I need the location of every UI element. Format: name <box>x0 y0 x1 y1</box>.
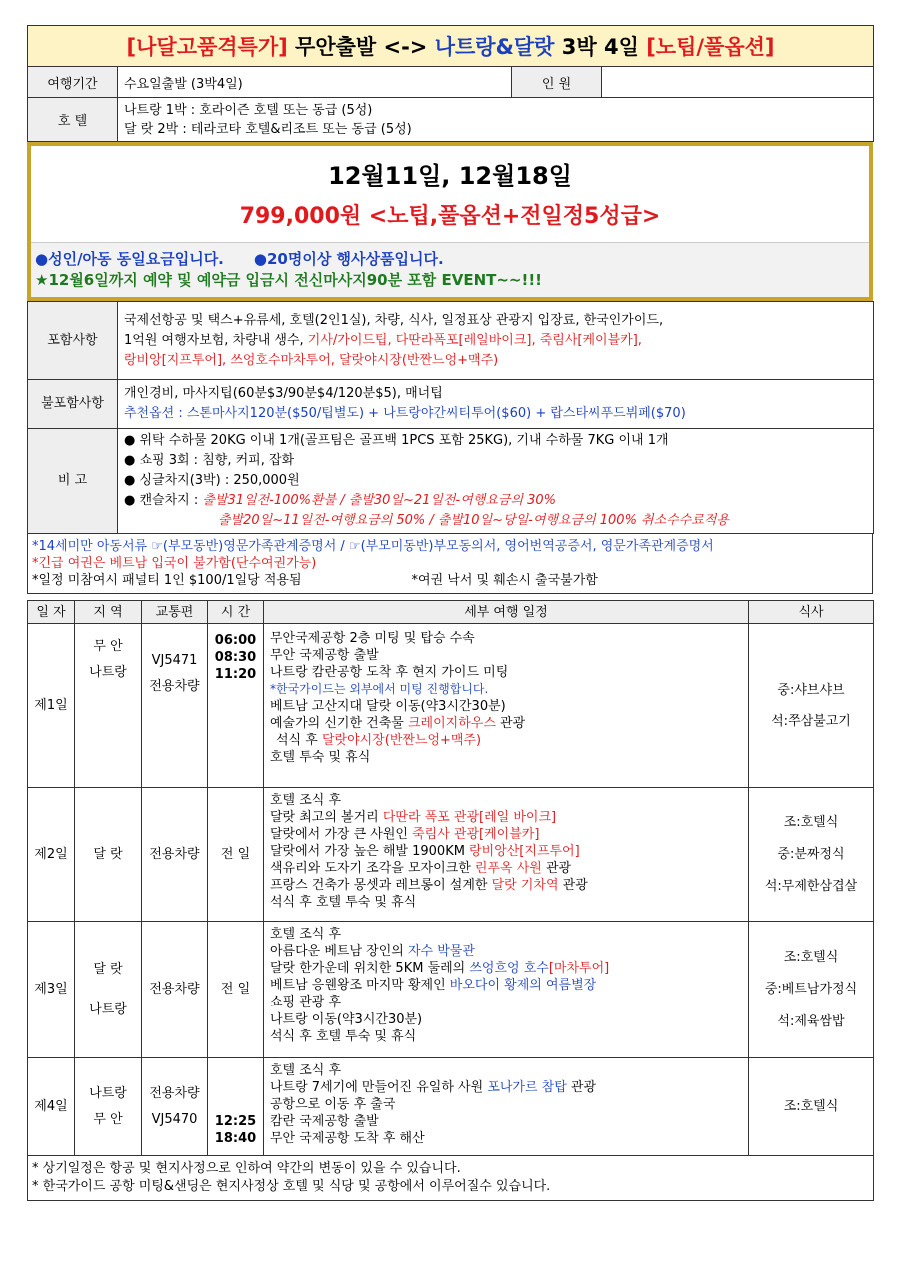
day1-detail-6b: 크레이지하우스 <box>407 716 496 731</box>
passport-damage-note: *여권 낙서 및 훼손시 출국불가함 <box>411 573 598 588</box>
day2-detail-1: 호텔 조식 후 <box>270 793 342 808</box>
schedule-row-day1 <box>28 624 874 788</box>
footer-note-1: * 상기일정은 항공 및 현지사정으로 인하여 약간의 변동이 있을 수 있습니다. <box>32 1161 461 1176</box>
day3-detail-1: 호텔 조식 후 <box>270 927 342 942</box>
included-label: 포함사항 <box>28 302 118 380</box>
title-option: [노팁/풀옵션] <box>646 35 775 59</box>
day3-vehicle: 전용차량 <box>142 922 208 1058</box>
day3-region-2: 나트랑 <box>89 1001 127 1017</box>
departure-dates: 12월11일, 12월18일 <box>328 162 572 190</box>
day3-region-1: 달 랏 <box>93 961 123 977</box>
day1-meal-1: 중:샤브샤브 <box>777 682 845 698</box>
day1-detail-2: 무안 국제공항 출발 <box>270 648 379 663</box>
day2-detail-4a: 달랏에서 가장 높은 해발 1900KM <box>270 844 470 859</box>
day2-detail-6b: 달랏 기차역 <box>491 878 559 893</box>
day2-detail-2a: 달랏 최고의 볼거리 <box>270 810 383 825</box>
day3-detail-2b: 자수 박물관 <box>407 944 475 959</box>
day3-detail-3b: 쓰엉흐엉 호수 <box>469 961 549 976</box>
title-route: 무안출발 <-> <box>287 35 435 59</box>
day3-label: 제3일 <box>28 922 75 1058</box>
shopping-note: ● 쇼핑 3회 : 침향, 커피, 잡화 <box>124 453 295 468</box>
day2-detail-4b: 랑비앙산[지프투어] <box>469 844 580 859</box>
single-charge-note: ● 싱글차지(3박) : 250,000원 <box>124 473 300 488</box>
people-label: 인 원 <box>512 67 602 98</box>
day2-detail-5c: 관광 <box>541 861 572 876</box>
day3-detail-2a: 아름다운 베트남 장인의 <box>270 944 408 959</box>
header-meal: 식사 <box>749 601 874 624</box>
day1-region-1: 무 안 <box>93 639 123 654</box>
day3-time: 전 일 <box>208 922 264 1058</box>
baggage-note: ● 위탁 수하물 20KG 이내 1개(골프팀은 골프백 1PCS 포함 25KG), 기내 수하물 7KG 이내 1개 <box>124 433 669 448</box>
event-note: ★12월6일까지 예약 및 예약금 입금시 전신마사지90분 포함 EVENT~~!!! <box>35 271 543 289</box>
day2-region: 달 랏 <box>75 788 142 922</box>
cancel-label: ● 캔슬차지 : <box>124 493 203 508</box>
day1-region-2: 나트랑 <box>89 665 127 680</box>
title-duration: 3박 4일 <box>554 35 647 59</box>
included-line-1: 국제선항공 및 택스+유류세, 호텔(2인1실), 차량, 식사, 일정표상 관광지 입장료, 한국인가이드, <box>124 312 664 328</box>
day2-meal-3: 석:무제한삼겹살 <box>764 878 858 894</box>
day1-detail-7a: 석식 후 <box>276 733 322 748</box>
promo-notes <box>31 242 869 297</box>
day2-detail-6c: 관광 <box>558 878 588 893</box>
page-title <box>28 26 874 67</box>
period-label: 여행기간 <box>28 67 118 98</box>
day4-region-1: 나트랑 <box>89 1085 127 1101</box>
day1-detail-8: 호텔 투숙 및 휴식 <box>270 750 371 765</box>
day1-label: 제1일 <box>28 624 75 788</box>
day3-detail-5: 쇼핑 관광 후 <box>270 995 342 1010</box>
header-region: 지 역 <box>75 601 142 624</box>
day1-time-1: 06:00 <box>214 633 257 648</box>
day4-detail-2c: 관광 <box>566 1080 597 1095</box>
header-day: 일 자 <box>28 601 75 624</box>
notes-box <box>27 534 873 594</box>
day1-detail-7b: 달랏야시장(반짠느엉+맥주) <box>321 733 482 748</box>
day1-detail-1: 무안국제공항 2층 미팅 및 탑승 수속 <box>270 631 475 646</box>
day4-time-2: 18:40 <box>214 1131 257 1146</box>
hotel-line-dalat: 달 랏 2박 : 테라코타 호텔&리조트 또는 동급 (5성) <box>124 121 412 137</box>
day3-detail-6: 나트랑 이동(약3시간30분) <box>270 1012 423 1027</box>
day4-detail-5: 무안 국제공항 도착 후 해산 <box>270 1131 425 1146</box>
title-destination: 나트랑&달랏 <box>434 35 555 59</box>
day4-time-1: 12:25 <box>214 1114 257 1129</box>
day4-detail-2a: 나트랑 7세기에 만들어진 유일하 사원 <box>270 1080 488 1095</box>
day1-meal-2: 석:쭈삼불고기 <box>771 713 851 729</box>
included-line-2a: 1억원 여행자보험, 차량내 생수, <box>124 332 308 348</box>
day2-detail-5b: 린푸옥 사원 <box>474 861 542 876</box>
day3-detail-4a: 베트남 응웬왕조 마지막 황제인 <box>270 978 450 993</box>
penalty-note: *일정 미참여시 패널티 1인 $100/1일당 적용됨 <box>32 573 302 588</box>
schedule-row-day3 <box>28 922 874 1058</box>
promo-price: 799,000원 <노팁,풀옵션+전일정5성급> <box>239 204 661 229</box>
footer-notes <box>28 1156 874 1201</box>
day2-detail-3b: 죽림사 관광[케이블카] <box>412 827 540 842</box>
promo-box <box>27 142 873 301</box>
day2-detail-2b: 다딴라 폭포 관광[레일 바이크] <box>382 810 557 825</box>
schedule-table <box>27 600 874 1201</box>
footer-note-2: * 한국가이드 공항 미팅&샌딩은 현지사정상 호텔 및 식당 및 공항에서 이루어질수 있습니다. <box>32 1179 551 1194</box>
day3-detail-4b: 바오다이 황제의 여름별장 <box>449 978 597 993</box>
schedule-row-day4 <box>28 1058 874 1156</box>
day1-detail-3: 나트랑 캄란공항 도착 후 현지 가이드 미팅 <box>270 665 509 680</box>
hotel-label: 호 텔 <box>28 98 118 142</box>
day1-time-3: 11:20 <box>214 667 257 682</box>
day1-detail-6a: 예술가의 신기한 건축물 <box>270 716 408 731</box>
day4-detail-2b: 포나가르 참탑 <box>487 1080 567 1095</box>
day2-vehicle: 전용차량 <box>142 788 208 922</box>
day1-detail-5: 베트남 고산지대 달랏 이동(약3시간30분) <box>270 699 506 714</box>
day1-flight: VJ5471 <box>151 653 198 668</box>
excluded-line-1: 개인경비, 마사지팁(60분$3/90분$4/120분$5), 매너팁 <box>124 386 443 401</box>
group-note: ●20명이상 행사상품입니다. <box>253 250 444 268</box>
day2-meal-1: 조:호텔식 <box>783 814 839 830</box>
day4-meal-1: 조:호텔식 <box>749 1058 874 1156</box>
day4-detail-4: 캄란 국제공항 출발 <box>270 1114 379 1129</box>
day1-detail-4: *한국가이드는 외부에서 미팅 진행합니다. <box>270 682 489 696</box>
day3-meal-3: 석:제육쌈밥 <box>777 1013 845 1029</box>
excluded-label: 불포함사항 <box>28 380 118 429</box>
day2-detail-7: 석식 후 호텔 투숙 및 휴식 <box>270 895 417 910</box>
day4-flight: VJ5470 <box>151 1111 198 1127</box>
day2-label: 제2일 <box>28 788 75 922</box>
info-table <box>27 301 874 534</box>
title-tag: [나달고품격특가] <box>126 35 288 59</box>
day1-vehicle: 전용차량 <box>149 679 200 694</box>
day4-detail-1: 호텔 조식 후 <box>270 1063 342 1078</box>
cancel-line-1: 출발31일전-100%환불 / 출발30일~21일전-여행요금의 30% <box>202 493 557 508</box>
passport-note: *긴급 여권은 베트남 입국이 불가함(단수여권가능) <box>32 556 317 571</box>
day4-vehicle: 전용차량 <box>149 1085 200 1101</box>
same-price-note: ●성인/아동 동일요금입니다. <box>35 250 224 268</box>
header-transport: 교통편 <box>142 601 208 624</box>
schedule-row-day2 <box>28 788 874 922</box>
day3-detail-3a: 달랏 한가운데 위치한 5KM 둘레의 <box>270 961 470 976</box>
remarks-label: 비 고 <box>28 429 118 534</box>
day2-detail-3a: 달랏에서 가장 큰 사원인 <box>270 827 413 842</box>
day4-detail-3: 공항으로 이동 후 출국 <box>270 1097 396 1112</box>
day2-detail-6a: 프랑스 건축가 몽셋과 레브롱이 설계한 <box>270 878 492 893</box>
day2-time: 전 일 <box>208 788 264 922</box>
itinerary-document <box>27 25 873 1201</box>
cancel-line-2: 출발20일~11일전-여행요금의 50% / 출발10일~당일-여행요금의 100% 취소수수료적용 <box>218 513 729 528</box>
header-time: 시 간 <box>208 601 264 624</box>
header-table <box>27 25 874 142</box>
day4-label: 제4일 <box>28 1058 75 1156</box>
people-value <box>602 67 874 98</box>
included-line-2b: 기사/가이드팁, 다딴라폭포[레일바이크], 죽림사[케이블카], <box>307 332 642 348</box>
day4-region-2: 무 안 <box>93 1111 123 1127</box>
day3-meal-2: 중:베트남가정식 <box>764 981 858 997</box>
included-line-3: 랑비앙[지프투어], 쓰엉호수마차투어, 달랏야시장(반짠느엉+맥주) <box>124 352 499 368</box>
day3-meal-1: 조:호텔식 <box>783 949 839 965</box>
recommended-options: 추천옵션 : 스톤마사지120분($50/팁별도) + 나트랑야간씨티투어($60) + 랍스타씨푸드뷔페($70) <box>124 406 686 421</box>
header-detail: 세부 여행 일정 <box>264 601 749 624</box>
period-value: 수요일출발 (3박4일) <box>118 67 512 98</box>
day3-detail-3c: [마차투어] <box>548 961 610 976</box>
hotel-line-nhatrang: 나트랑 1박 : 호라이즌 호텔 또는 동급 (5성) <box>124 102 373 118</box>
day3-detail-7: 석식 후 호텔 투숙 및 휴식 <box>270 1029 417 1044</box>
day1-detail-6c: 관광 <box>495 716 526 731</box>
child-document-note: *14세미만 아동서류 ☞(부모동반)영문가족관계증명서 / ☞(부모미동반)부모동의서, 영어번역공증서, 영문가족관계증명서 <box>32 539 714 554</box>
day2-detail-5a: 색유리와 도자기 조각을 모자이크한 <box>270 861 475 876</box>
day2-meal-2: 중:분짜정식 <box>777 846 845 862</box>
day1-time-2: 08:30 <box>214 650 257 665</box>
